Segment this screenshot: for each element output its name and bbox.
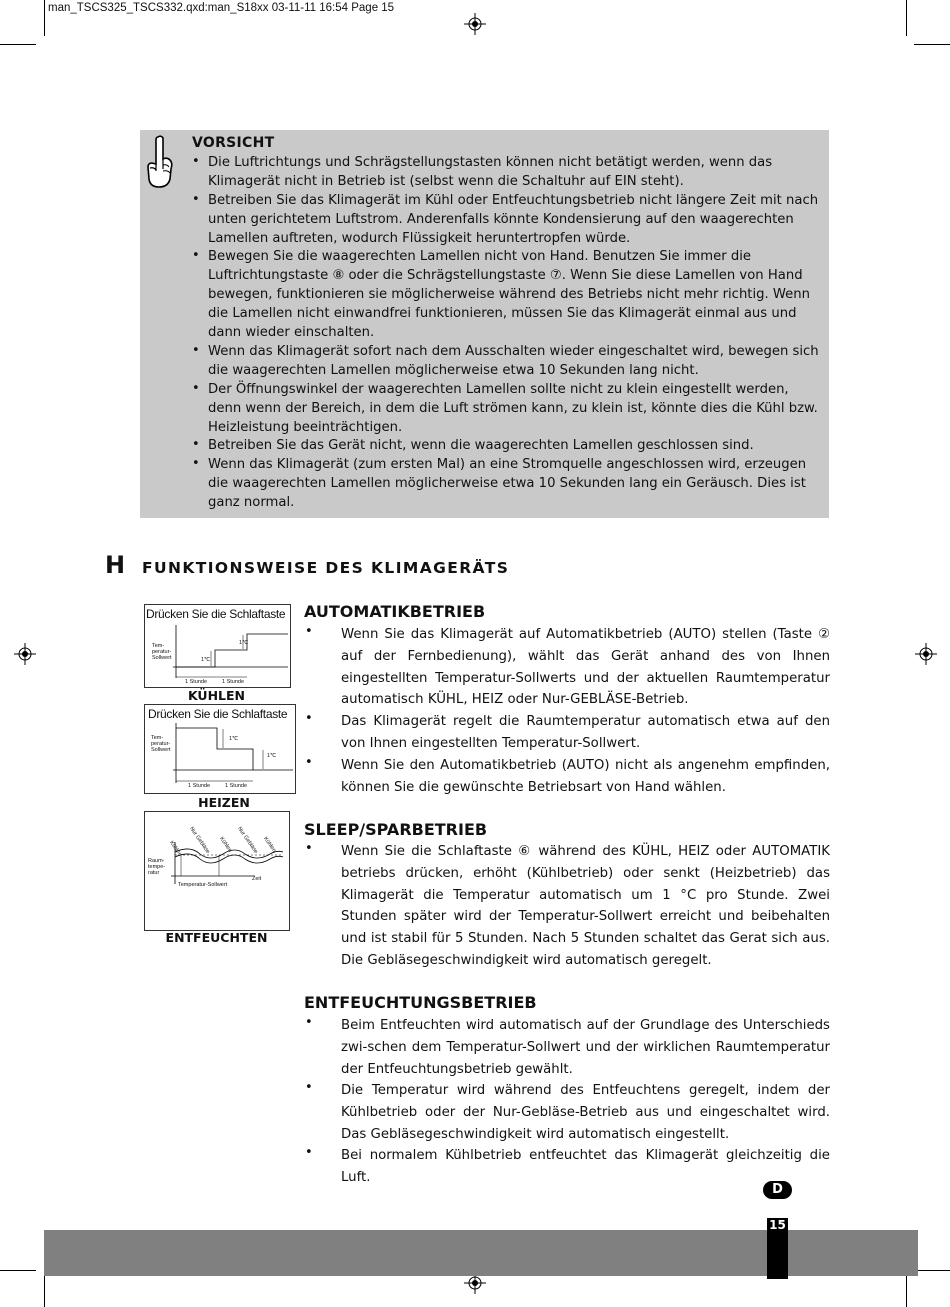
crop-mark bbox=[44, 1272, 45, 1307]
diagram-title: Drücken Sie die Schlaftaste bbox=[146, 607, 286, 621]
figure-caption: KÜHLEN bbox=[187, 688, 246, 703]
bullet-marker: • bbox=[305, 1015, 313, 1030]
registration-mark-icon bbox=[464, 13, 486, 35]
page-number: 15 bbox=[767, 1218, 788, 1279]
heating-curve bbox=[145, 705, 295, 793]
figure-caption: ENTFEUCHTEN bbox=[165, 930, 268, 945]
mode-label: Kühlen bbox=[218, 836, 233, 854]
dry-mode-item: Bei normalem Kühlbetrieb entfeuchtet das Klimagerät gleichzeitig die Luft. bbox=[341, 1148, 830, 1185]
mode-label: Nur Gebläse bbox=[236, 826, 259, 855]
bullet-marker: • bbox=[192, 381, 200, 396]
caution-title: VORSICHT bbox=[192, 135, 275, 151]
print-slug-line: man_TSCS325_TSCS332.qxd:man_S18xx 03-11-11 16:54 Page 15 bbox=[48, 2, 395, 14]
registration-mark-icon bbox=[14, 643, 36, 665]
cooling-sleep-diagram bbox=[144, 604, 291, 688]
sleep-mode-heading: SLEEP/SPARBETRIEB bbox=[304, 820, 488, 839]
crop-mark bbox=[914, 44, 950, 45]
caution-item: Betreiben Sie das Gerät nicht, wenn die waagerechten Lamellen geschlossen sind. bbox=[208, 438, 754, 453]
bullet-marker: • bbox=[192, 248, 200, 263]
registration-mark-icon bbox=[915, 643, 937, 665]
y-axis-label: Raum- tempe- ratur bbox=[148, 858, 166, 876]
auto-mode-item: Das Klimagerät regelt die Raumtemperatur automatisch etwa auf den von Ihnen eingestellten Temperatur-Sollwert. bbox=[341, 714, 830, 751]
bullet-marker: • bbox=[192, 343, 200, 358]
bullet-marker: • bbox=[305, 624, 313, 639]
dehumidify-diagram bbox=[144, 811, 290, 931]
bullet-marker: • bbox=[305, 711, 313, 726]
crop-mark bbox=[44, 0, 45, 36]
crop-mark bbox=[906, 1272, 907, 1307]
auto-mode-heading: AUTOMATIKBETRIEB bbox=[304, 602, 486, 621]
step-label: 1℃ bbox=[239, 640, 249, 646]
heating-sleep-diagram bbox=[144, 704, 296, 794]
bullet-marker: • bbox=[192, 154, 200, 169]
y-axis-label: Tem- peratur- Sollwert bbox=[152, 643, 172, 661]
bullet-marker: • bbox=[305, 755, 313, 770]
dry-mode-item: Die Temperatur wird während des Entfeuchtens geregelt, indem der Kühlbetrieb oder der Nur-Gebläse-Betrieb aus und eingeschaltet wird. Das Gebläsegeschwindigkeit wird automatisch eingestellt. bbox=[341, 1083, 830, 1142]
auto-mode-item: Wenn Sie das Klimagerät auf Automatikbetrieb (AUTO) stellen (Taste ② auf der Fernbedienung), wählt das Gerät anhand des von Ihnen eingestellten Temperatur-Sollwerts und der aktuellen Raumtemperatur automatisch KÜHL, HEIZ oder Nur-GEBLÄSE-Betrieb. bbox=[341, 627, 830, 708]
caution-item: Wenn das Klimagerät sofort nach dem Ausschalten wieder eingeschaltet wird, bewegen sich die waagerechten Lamellen möglicherweise etwa 10 Sekunden lang nicht. bbox=[208, 344, 819, 378]
time-label: 1 Stunde bbox=[185, 679, 208, 685]
cooling-curve bbox=[145, 605, 290, 687]
time-label: Zeit bbox=[252, 876, 262, 882]
pointing-hand-icon bbox=[145, 135, 175, 189]
setpoint-label: Temperatur-Sollwert bbox=[178, 882, 228, 888]
crop-mark bbox=[0, 44, 36, 45]
bullet-marker: • bbox=[192, 456, 200, 471]
auto-mode-item: Wenn Sie den Automatikbetrieb (AUTO) nicht als angenehm empfinden, können Sie die gewünschte Betriebsart von Hand wählen. bbox=[341, 758, 830, 795]
section-title: FUNKTIONSWEISE DES KLIMAGERÄTS bbox=[142, 559, 510, 577]
mode-label: Kühlen bbox=[262, 836, 277, 854]
crop-mark bbox=[0, 1270, 36, 1271]
bullet-marker: • bbox=[192, 192, 200, 207]
caution-item: Wenn das Klimagerät (zum ersten Mal) an eine Stromquelle angeschlossen wird, erzeugen die waagerechten Lamellen möglicherweise etwa 10 Sekunden lang ein Geräusch. Dies ist ganz normal. bbox=[208, 457, 807, 510]
crop-mark bbox=[906, 0, 907, 36]
sleep-mode-item: Wenn Sie die Schlaftaste ⑥ während des KÜHL, HEIZ oder AUTOMATIK betriebs drücken, erhöht (Kühlbetrieb) oder senkt (Heizbetrieb) das Klimagerät die Temperatur automatisch um 1 °C pro Stunde. Zwei Stunden später wird der Temperatur-Sollwert erreicht und beibehalten und ist stabil für 5 Stunden. Nach 5 Stunden schaltet das Gerat sich aus. Die Gebläsegeschwindigkeit wird automatisch geregelt. bbox=[341, 844, 830, 968]
bullet-marker: • bbox=[305, 841, 313, 856]
bullet-marker: • bbox=[305, 1080, 313, 1095]
section-letter: H bbox=[105, 551, 126, 579]
dry-mode-heading: ENTFEUCHTUNGSBETRIEB bbox=[304, 993, 537, 1012]
caution-item: Der Öffnungswinkel der waagerechten Lamellen sollte nicht zu klein eingestellt werden, denn wenn der Bereich, in dem die Luft strömen kann, zu klein ist, könnte dies die Kühl bzw. Heizleistung beeinträchtigen. bbox=[208, 382, 818, 435]
figure-caption: HEIZEN bbox=[198, 795, 250, 810]
step-label: 1℃ bbox=[201, 657, 211, 663]
caution-item: Betreiben Sie das Klimagerät im Kühl oder Entfeuchtungsbetrieb nicht längere Zeit mit nach unten gerichtetem Luftstrom. Anderenfalls könnte Kondensierung auf den waagerechten Lamellen auftreten, wodurch Flüssigkeit heruntertropfen würde. bbox=[208, 193, 819, 246]
dry-mode-item: Beim Entfeuchten wird automatisch auf der Grundlage des Unterschieds zwi-schen dem Temperatur-Sollwert und der wirklichen Raumtemperatur der Entfeuchtungsbetrieb gewählt. bbox=[341, 1018, 830, 1077]
language-badge: D bbox=[763, 1181, 792, 1199]
step-label: 1℃ bbox=[229, 736, 239, 742]
time-label: 1 Stunde bbox=[225, 783, 248, 789]
mode-label: Kühlen bbox=[168, 840, 183, 858]
time-label: 1 Stunde bbox=[222, 679, 245, 685]
y-axis-label: Tem- peratur- Sollwert bbox=[151, 735, 171, 753]
step-label: 1℃ bbox=[267, 753, 277, 759]
mode-label: Nur Gebläse bbox=[188, 826, 211, 855]
bullet-marker: • bbox=[305, 1145, 313, 1160]
dehumidify-curve bbox=[145, 812, 289, 930]
caution-item: Bewegen Sie die waagerechten Lamellen nicht von Hand. Benutzen Sie immer die Luftrichtungstaste ⑧ oder die Schrägstellungstaste ⑦. Wenn Sie diese Lamellen von Hand bewegen, funktionieren sie möglicherweise während des Betriebs nicht mehr richtig. Wenn die Lamellen nicht einwandfrei funktionieren, müssen Sie das Klimagerät einmal aus und dann wieder einschalten. bbox=[208, 249, 810, 340]
crop-mark bbox=[914, 1270, 950, 1271]
caution-item: Die Luftrichtungs und Schrägstellungstasten können nicht betätigt werden, wenn das Klimagerät nicht in Betrieb ist (selbst wenn die Schaltuhr auf EIN steht). bbox=[208, 155, 773, 189]
time-label: 1 Stunde bbox=[188, 783, 211, 789]
bullet-marker: • bbox=[192, 437, 200, 452]
diagram-title: Drücken Sie die Schlaftaste bbox=[148, 707, 288, 721]
